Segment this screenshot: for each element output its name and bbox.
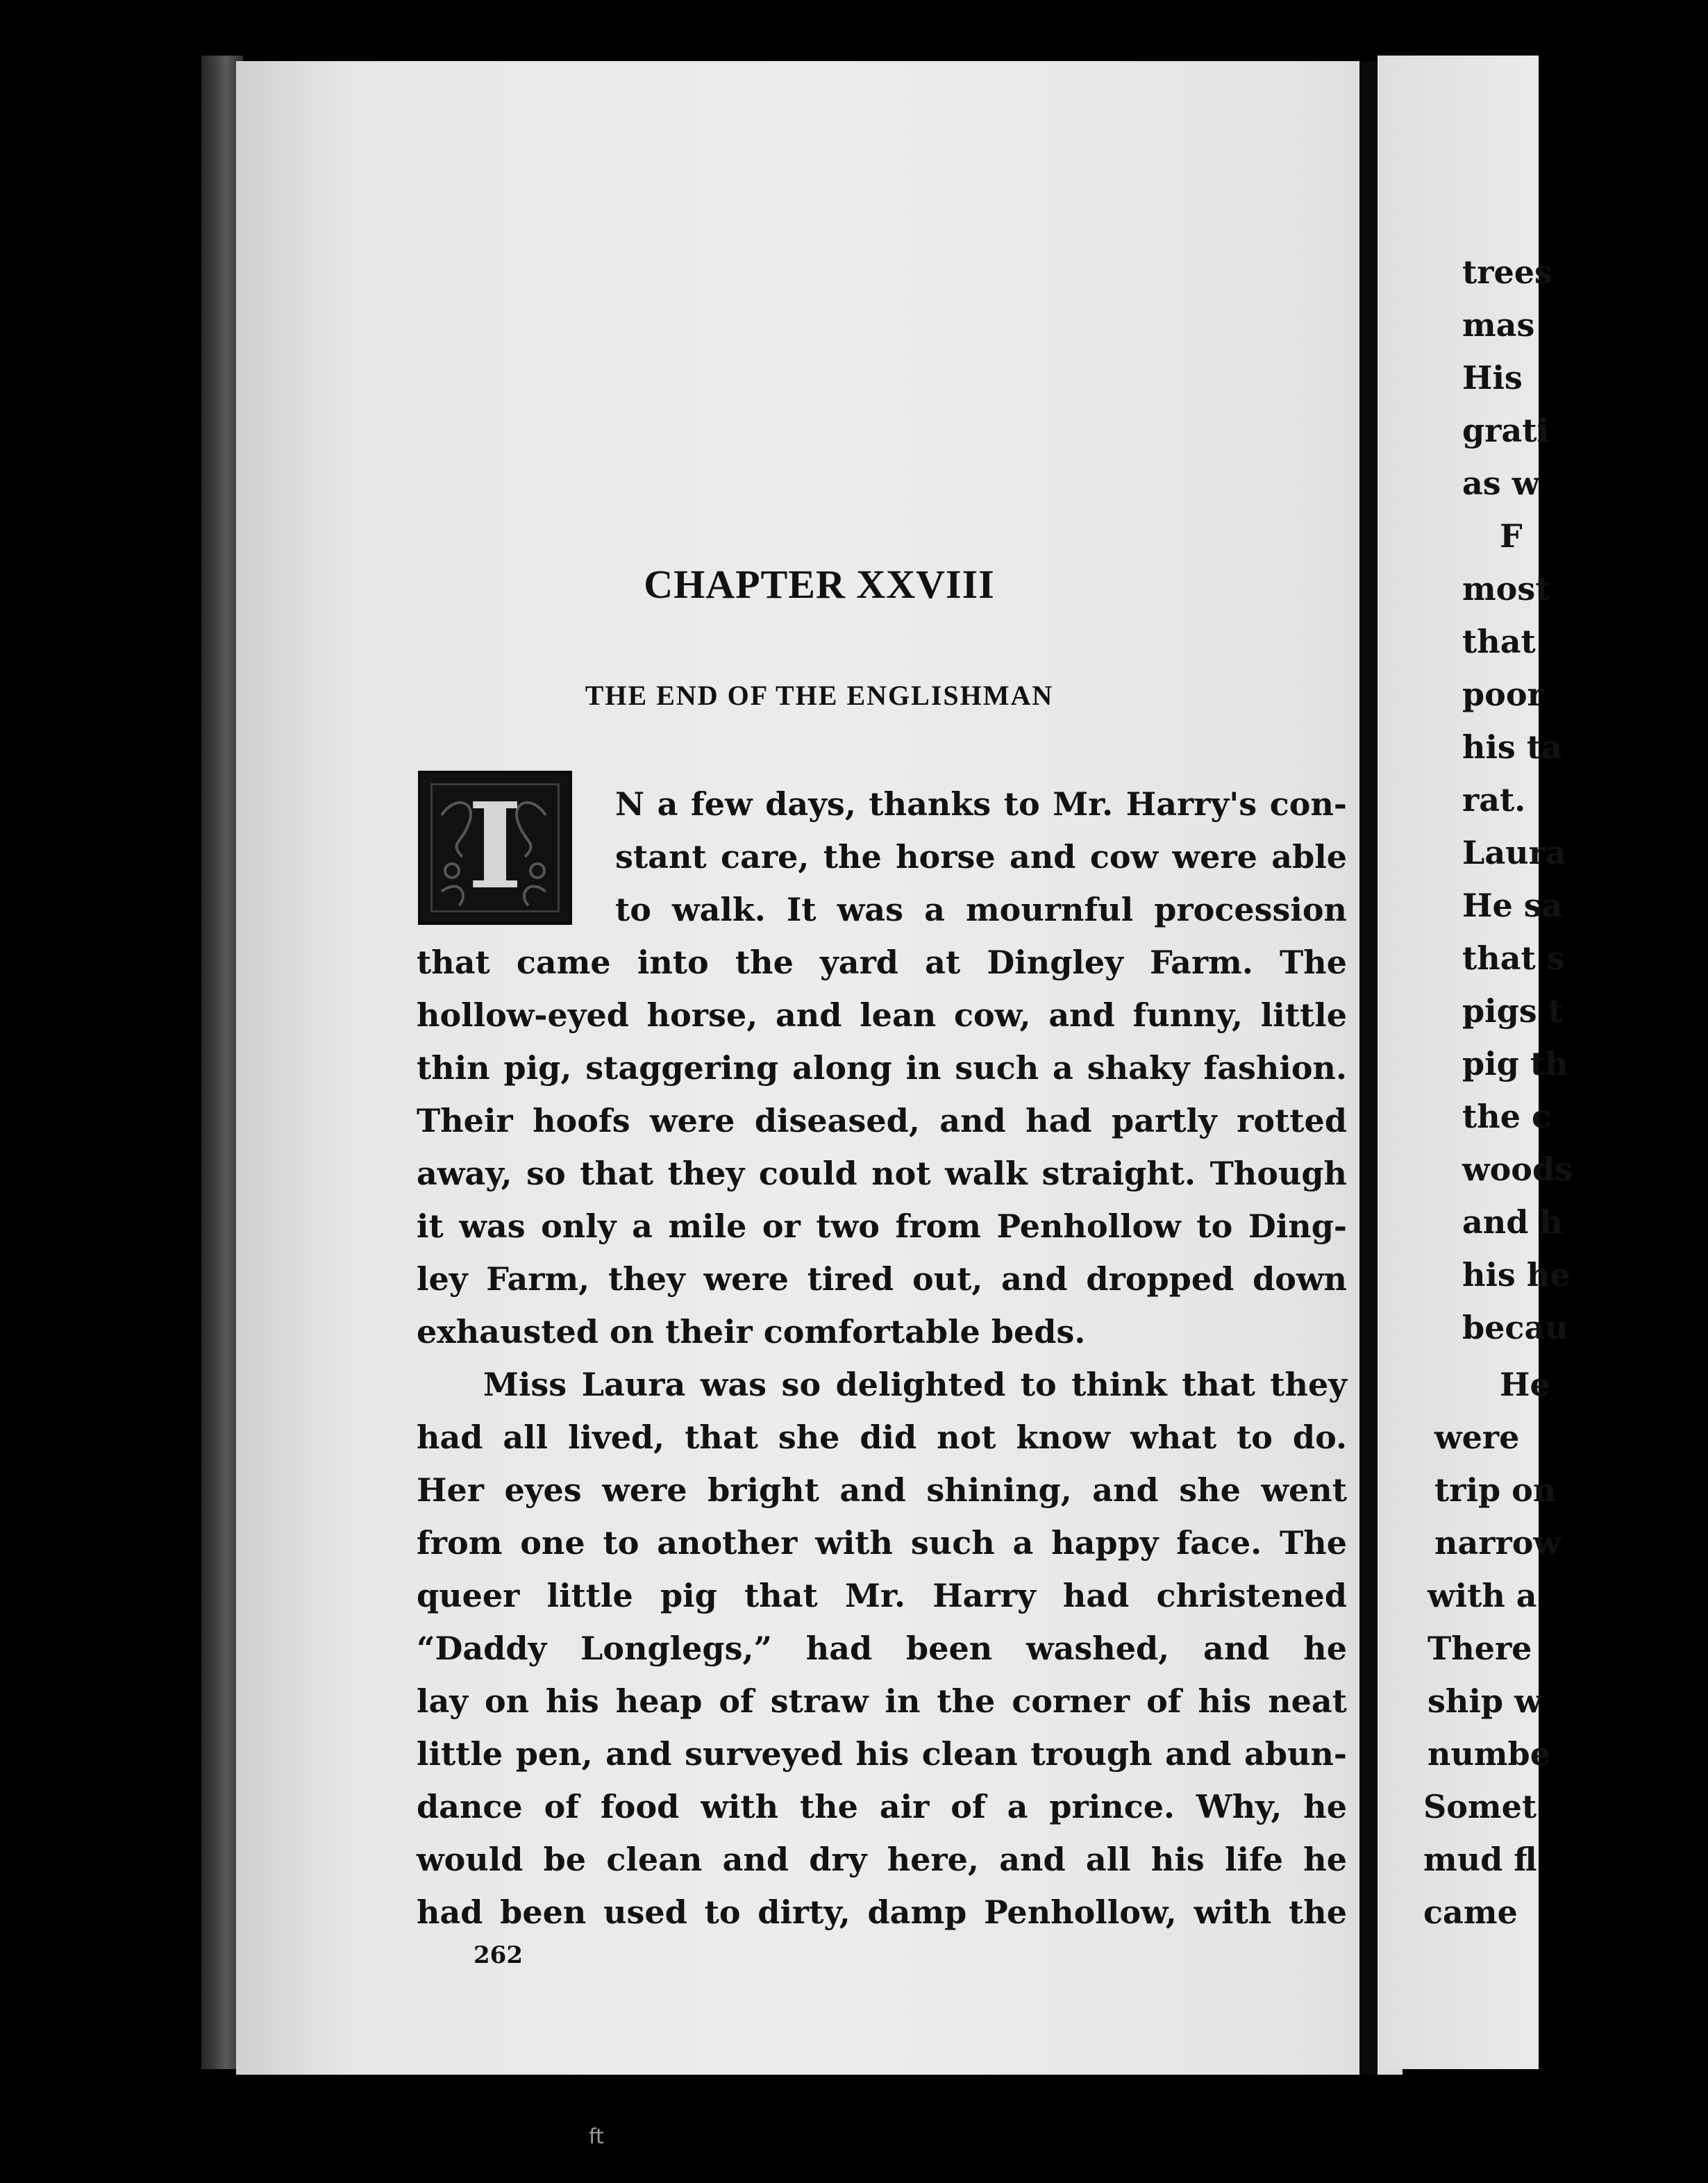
scan-mark: ft bbox=[589, 2125, 604, 2149]
text-line: “Daddy Longlegs,” had been washed, and he bbox=[417, 1630, 1347, 1667]
text-line: dance of food with the air of a prince. Why, he bbox=[417, 1788, 1347, 1825]
right-text-line: his he bbox=[1462, 1256, 1571, 1294]
right-text-line: poor bbox=[1462, 676, 1544, 713]
text-line: would be clean and dry here, and all his life he bbox=[417, 1841, 1347, 1878]
right-text-line: as w bbox=[1462, 465, 1540, 502]
right-text-line: came bbox=[1423, 1893, 1518, 1931]
text-line: lay on his heap of straw in the corner of his neat bbox=[417, 1682, 1347, 1720]
right-text-line: trees bbox=[1462, 253, 1552, 291]
right-text-line: mud fl bbox=[1423, 1841, 1537, 1878]
right-text-line: narrow bbox=[1434, 1524, 1562, 1562]
right-text-line: with a bbox=[1427, 1577, 1537, 1614]
text-line: from one to another with such a happy face. The bbox=[417, 1524, 1347, 1562]
right-text-line: trip on bbox=[1434, 1471, 1557, 1509]
right-text-line: grati bbox=[1462, 412, 1549, 449]
text-line: little pen, and surveyed his clean trough and abun- bbox=[417, 1735, 1347, 1773]
right-text-line: Somet bbox=[1423, 1788, 1537, 1825]
right-text-line: mas bbox=[1462, 306, 1535, 344]
right-text-line: pig th bbox=[1462, 1045, 1568, 1082]
text-line: exhausted on their comfortable beds. bbox=[417, 1313, 1086, 1350]
text-line: Her eyes were bright and shining, and she went bbox=[417, 1471, 1347, 1509]
right-text-line: his ta bbox=[1462, 728, 1562, 766]
right-text-line: rat. bbox=[1462, 781, 1526, 819]
text-line: hollow-eyed horse, and lean cow, and funny, little bbox=[417, 996, 1347, 1034]
right-text-line: that bbox=[1462, 623, 1536, 660]
text-line: N a few days, thanks to Mr. Harry's con- bbox=[615, 785, 1347, 823]
text-line: Their hoofs were diseased, and had partly rotted bbox=[417, 1102, 1347, 1139]
text-line: had been used to dirty, damp Penhollow, with the bbox=[417, 1893, 1347, 1931]
ornamental-drop-cap bbox=[418, 771, 572, 925]
bleed-through-text bbox=[403, 236, 1347, 711]
right-text-line: There bbox=[1427, 1630, 1532, 1667]
text-line: stant care, the horse and cow were able bbox=[615, 838, 1347, 876]
text-line: queer little pig that Mr. Harry had christened bbox=[417, 1577, 1347, 1614]
page-number: 262 bbox=[474, 1941, 523, 1969]
text-line: Miss Laura was so delighted to think that they bbox=[483, 1366, 1347, 1403]
right-text-line: becau bbox=[1462, 1309, 1568, 1346]
right-text-line: most bbox=[1462, 570, 1550, 608]
text-line: thin pig, staggering along in such a shaky fashion. bbox=[417, 1049, 1347, 1087]
right-text-line: F bbox=[1500, 517, 1523, 555]
right-text-line: He sa bbox=[1462, 887, 1563, 924]
text-line: away, so that they could not walk straight. Though bbox=[417, 1155, 1347, 1192]
right-text-line: ship w bbox=[1427, 1682, 1542, 1720]
right-text-line: the c bbox=[1462, 1098, 1551, 1135]
text-line: to walk. It was a mournful procession bbox=[615, 891, 1347, 928]
right-text-line: pigs t bbox=[1462, 992, 1563, 1030]
drop-cap-letter: I bbox=[467, 777, 523, 916]
right-text-line: were bbox=[1434, 1419, 1520, 1456]
text-line: that came into the yard at Dingley Farm. The bbox=[417, 944, 1347, 981]
right-text-line: numbe bbox=[1427, 1735, 1550, 1773]
right-text-line: Laura bbox=[1462, 834, 1566, 871]
right-text-line: woods bbox=[1462, 1151, 1573, 1188]
chapter-subtitle: THE END OF THE ENGLISHMAN bbox=[585, 680, 1054, 711]
right-text-line: His bbox=[1462, 359, 1523, 396]
right-text-line: and h bbox=[1462, 1203, 1563, 1241]
text-line: it was only a mile or two from Penhollow to Ding- bbox=[417, 1207, 1347, 1245]
right-text-line: that s bbox=[1462, 939, 1565, 977]
chapter-title: CHAPTER XXVIII bbox=[644, 562, 995, 607]
text-line: ley Farm, they were tired out, and dropped down bbox=[417, 1260, 1347, 1298]
text-line: had all lived, that she did not know what to do. bbox=[417, 1419, 1347, 1456]
book-gutter bbox=[1359, 61, 1378, 2075]
right-text-line: He bbox=[1500, 1366, 1550, 1403]
